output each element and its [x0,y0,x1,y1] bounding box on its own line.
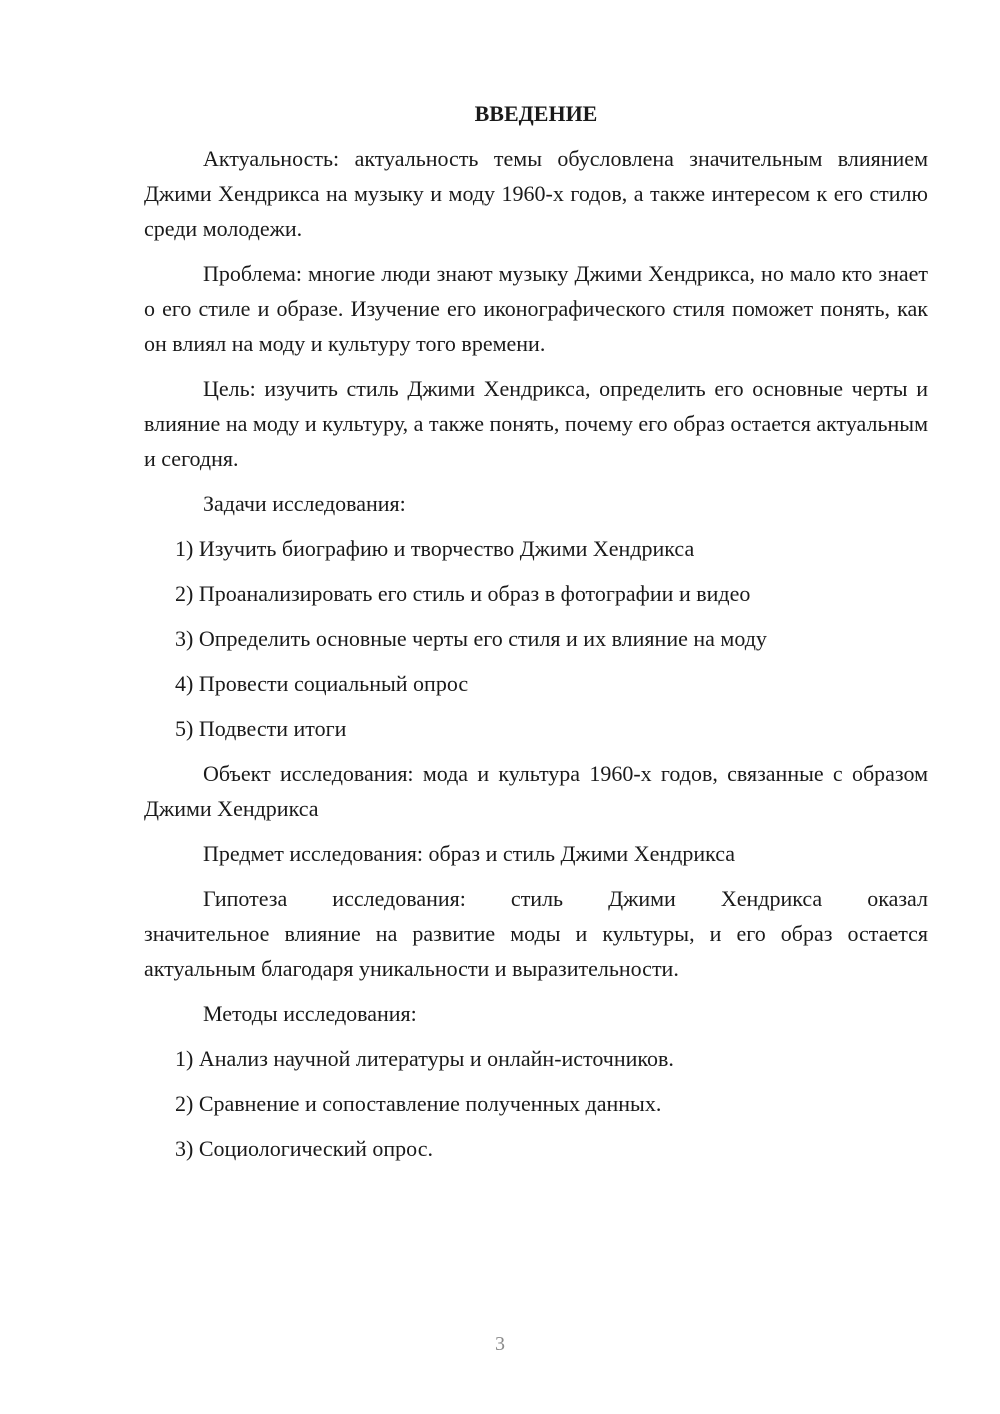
task-item: 3) Определить основные черты его стиля и их влияние на моду [175,626,767,651]
method-item: 2) Сравнение и сопоставление полученных данных. [175,1091,662,1116]
hypothesis-first-line: Гипотеза исследования: стиль Джими Хендрикса оказал [203,886,928,911]
page-number: 3 [495,1333,505,1355]
task-item: 4) Провести социальный опрос [175,671,469,696]
object-paragraph: Объект исследования: мода и культура 1960-х годов, связанные с образом Джими Хендрикса [144,761,928,821]
hypothesis-rest: значительное влияние на развитие моды и культуры, и его образ остается актуальным благодаря уникальности и выразительности. [144,921,928,981]
method-item: 3) Социологический опрос. [175,1136,433,1161]
problem-paragraph: Проблема: многие люди знают музыку Джими Хендрикса, но мало кто знает о его стиле и образе. Изучение его иконографического стиля поможет понять, как он влиял на моду и культуру того времени. [144,261,928,356]
task-item: 5) Подвести итоги [175,716,347,741]
goal-paragraph: Цель: изучить стиль Джими Хендрикса, определить его основные черты и влияние на моду и культуру, а также понять, почему его образ остается актуальным и сегодня. [144,376,928,471]
subject-paragraph: Предмет исследования: образ и стиль Джими Хендрикса [203,841,736,866]
task-item: 1) Изучить биографию и творчество Джими Хендрикса [175,536,695,561]
page-content [144,96,928,1176]
tasks-heading: Задачи исследования: [203,491,406,516]
method-item: 1) Анализ научной литературы и онлайн-источников. [175,1046,674,1071]
relevance-paragraph: Актуальность: актуальность темы обусловлена значительным влиянием Джими Хендрикса на музыку и моду 1960-х годов, а также интересом к его стилю среди молодежи. [144,146,928,241]
page-title: ВВЕДЕНИЕ [474,101,598,126]
hypothesis-paragraph [144,881,928,986]
methods-heading: Методы исследования: [203,1001,417,1026]
task-item: 2) Проанализировать его стиль и образ в фотографии и видео [175,581,751,606]
